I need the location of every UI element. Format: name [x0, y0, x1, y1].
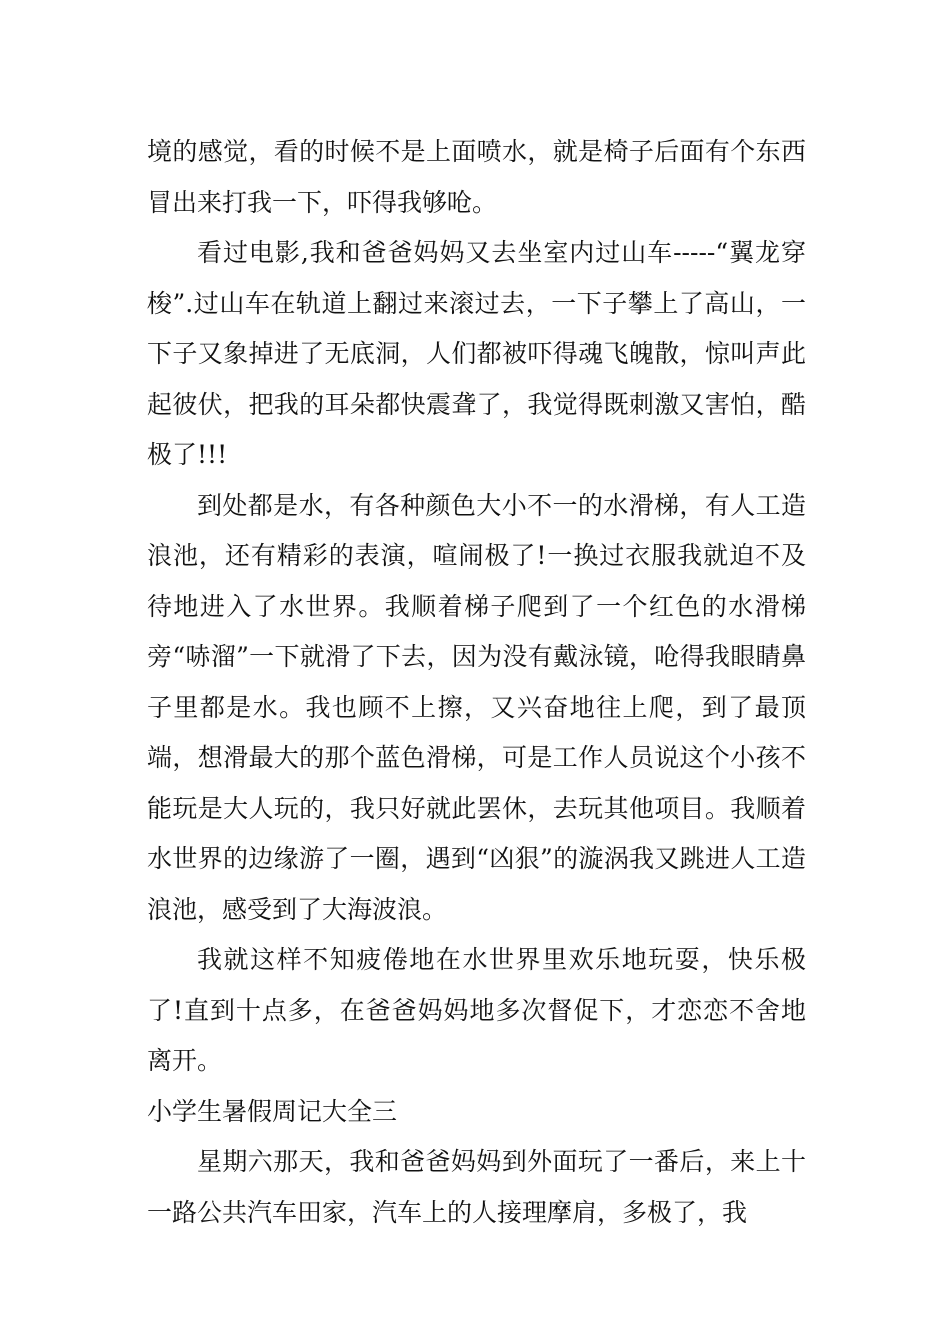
- paragraph-leaving: 我就这样不知疲倦地在水世界里欢乐地玩耍，快乐极了!直到十点多，在爸爸妈妈地多次督促下，才恋恋不舍地离开。: [147, 945, 806, 1075]
- paragraph-water-world: 到处都是水，有各种颜色大小不一的水滑梯，有人工造浪池，还有精彩的表演，喧闹极了!一换过衣服我就迫不及待地进入了水世界。我顺着梯子爬到了一个红色的水滑梯旁“哧溜”一下就滑了下去，因为没有戴泳镜，呛得我眼睛鼻子里都是水。我也顾不上擦，又兴奋地往上爬，到了最顶端，想滑最大的那个蓝色滑梯，可是工作人员说这个小孩不能玩是大人玩的，我只好就此罢休，去玩其他项目。我顺着水世界的边缘游了一圈，遇到“凶狠”的漩涡我又跳进人工造浪池，感受到了大海波浪。: [147, 490, 806, 924]
- section-heading: 小学生暑假周记大全三: [147, 1096, 398, 1126]
- paragraph-saturday: 星期六那天，我和爸爸妈妈到外面玩了一番后，来上十一路公共汽车田家，汽车上的人接理摩肩，多极了，我: [147, 1147, 806, 1227]
- paragraph-roller-coaster: 看过电影,我和爸爸妈妈又去坐室内过山车-----“翼龙穿梭”.过山车在轨道上翻过来滚过去，一下子攀上了高山，一下子又象掉进了无底洞，人们都被吓得魂飞魄散，惊叫声此起彼伏，把我的耳朵都快震聋了，我觉得既刺激又害怕，酷极了!!!: [147, 238, 806, 469]
- paragraph-continued: 境的感觉，看的时候不是上面喷水，就是椅子后面有个东西冒出来打我一下，吓得我够呛。: [147, 137, 806, 217]
